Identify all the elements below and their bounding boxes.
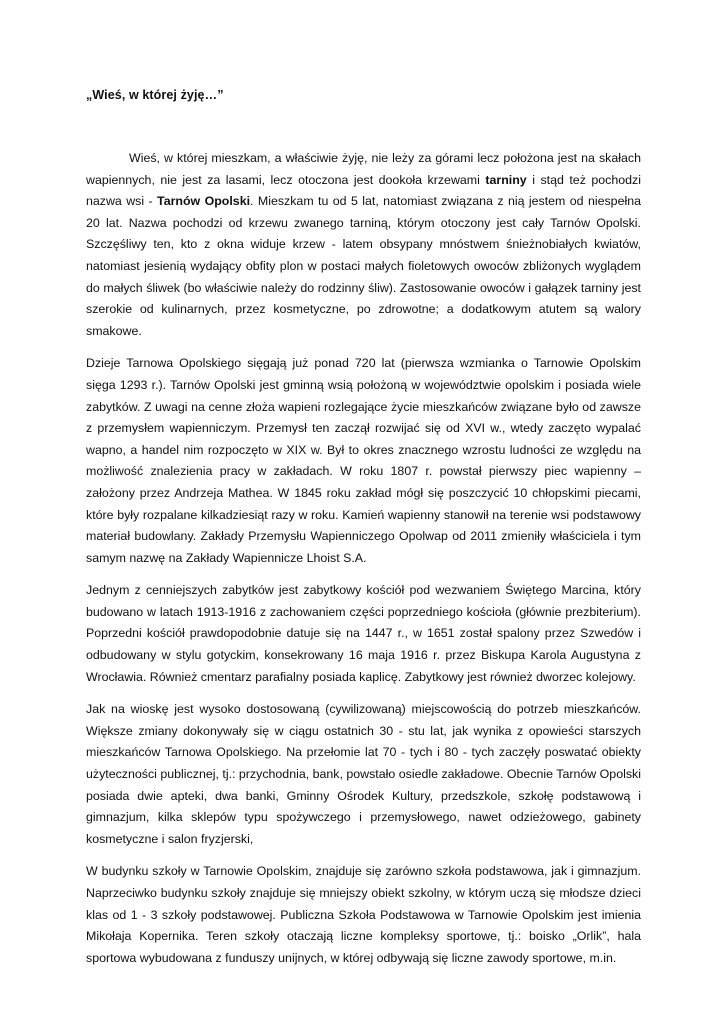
paragraph-4: Jak na wioskę jest wysoko dostosowaną (cywilizowaną) miejscowością do potrzeb mieszkańców. Większe zmiany dokonywały się w ciągu ostatnich 30 - stu lat, jak wynika z opowieści starszych mieszkańców Tarnowa Opolskiego. Na przełomie lat 70 - tych i 80 - tych zaczęły poswatać obiekty użyteczności publicznej, tj.: przychodnia, bank, powstało osiedle zakładowe. Obecnie Tarnów Opolski posiada dwie apteki, dwa banki, Gminny Ośrodek Kultury, przedszkole, szkołę podstawową i gimnazjum, kilka sklepów typu spożywczego i przemysłowego, nawet odzieżowego, gabinety kosmetyczne i salon fryzjerski, xyxy=(86,702,641,846)
bold-tarnow-opolski: Tarnów Opolski xyxy=(157,194,251,209)
paragraph-1-text-c: i stąd też pochodzi nazwa wsi - xyxy=(86,172,641,209)
paragraph-3: Jednym z cenniejszych zabytków jest zabytkowy kościół pod wezwaniem Świętego Marcina, który budowano w latach 1913-1916 z zachowaniem części poprzedniego kościoła (głównie prezbiterium). Poprzedni kościół prawdopodobnie datuje się na 1447 r., w 1651 został spalony przez Szwedów i odbudowany w stylu gotyckim, konsekrowany 16 maja 1916 r. przez Biskupa Karola Augustyna z Wrocławia. Również cmentarz parafialny posiada kaplicę. Zabytkowy jest również dworzec kolejowy. xyxy=(86,583,641,684)
paragraph-2: Dzieje Tarnowa Opolskiego sięgają już ponad 720 lat (pierwsza wzmianka o Tarnowie Opolskim sięga 1293 r.). Tarnów Opolski jest gminną wsią położoną w województwie opolskim i posiada wiele zabytków. Z uwagi na cenne złoża wapieni rozlegające życie mieszkańców związane było od zawsze z przemysłem wapienniczym. Przemysł ten zaczął rozwijać się od XVI w., wtedy zaczęto wypalać wapno, a handel nim rozpoczęto w XIX w. Był to okres znacznego wzrostu ludności ze względu na możliwość znalezienia pracy w zakładach. W roku 1807 r. powstał pierwszy piec wapienny – założony przez Andrzeja Mathea. W 1845 roku zakład mógł się poszczycić 10 chłopskimi piecami, które były rozpalane kilkadziesiąt razy w roku. Kamień wapienny stanowił na terenie wsi podstawowy materiał budowlany. Zakłady Przemysłu Wapienniczego Opolwap od 2011 zmieniły właściciela i tym samym nazwę na Zakłady Wapiennicze Lhoist S.A. xyxy=(86,356,641,565)
document-title: „Wieś, w której żyję…” xyxy=(86,88,224,102)
paragraph-5: W budynku szkoły w Tarnowie Opolskim, znajduje się zarówno szkoła podstawowa, jak i gimnazjum. Naprzeciwko budynku szkoły znajduje się mniejszy obiekt szkolny, w którym uczą się młodsze dzieci klas od 1 - 3 szkoły podstawowej. Publiczna Szkoła Podstawowa w Tarnowie Opolskim jest imienia Mikołaja Kopernika. Teren szkoły otaczają liczne kompleksy sportowe, tj.: boisko „Orlik”, hala sportowa wybudowana z funduszy unijnych, w której odbywają się liczne zawody sportowe, m.in. xyxy=(86,864,641,965)
bold-tarniny: tarniny xyxy=(485,172,527,187)
paragraph-1-text-d: . Mieszkam tu od 5 lat, natomiast związana z nią jestem od niespełna 20 lat. Nazwa pochodzi od krzewu zwanego tarniną, którym otoczony jest cały Tarnów Opolski. Szczęśliwy ten, kto z okna widuje krzew - latem obsypany mnóstwem śnieżnobiałych kwiatów, natomiast jesienią wydający obfity plon w postaci małych fioletowych owoców zbliżonych wyglądem do małych śliwek (bo właściwie należy do rodzinny śliw). Zastosowanie owoców i gałązek tarniny jest szerokie od kulinarnych, przez kosmetyczne, po zdrowotne; a dodatkowym atutem są walory smakowe. xyxy=(86,194,641,338)
paragraph-1-text-a: Wieś, w której mieszkam, a właściwie żyję, nie leży za górami lecz położona jest na skałach wapiennych, nie jest za lasami, lecz otoczona jest dookoła krzewami xyxy=(86,151,641,187)
paragraph-1 xyxy=(86,148,641,342)
